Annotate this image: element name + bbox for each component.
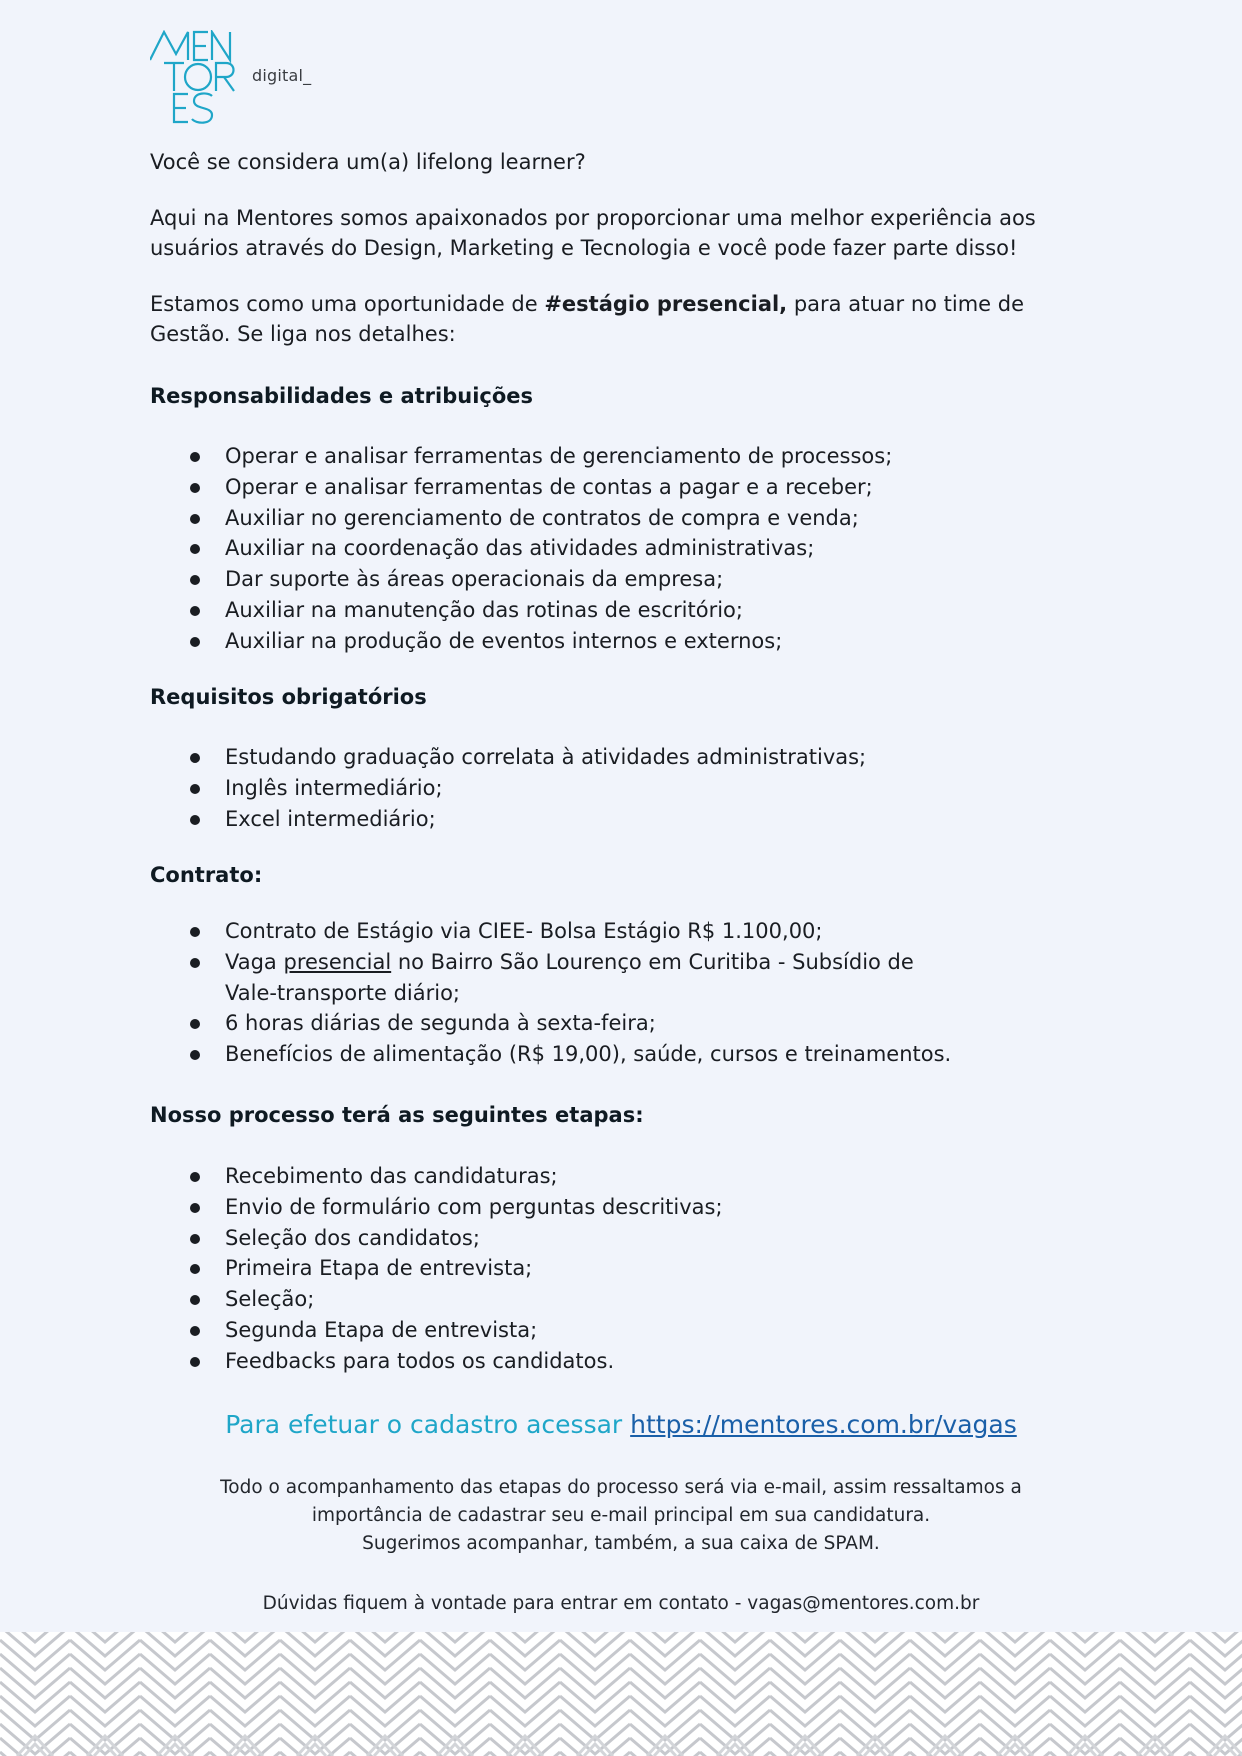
contract-list (190, 916, 1090, 1070)
bullet-icon (190, 1234, 200, 1244)
bullet-icon (190, 575, 200, 585)
intro-question: Você se considera um(a) lifelong learner? (150, 150, 586, 174)
bullet-icon (190, 958, 200, 968)
bullet-icon (190, 544, 200, 554)
bullet-icon (190, 1326, 200, 1336)
list-item-text: Primeira Etapa de entrevista; (225, 1256, 533, 1281)
list-item-text: Auxiliar na manutenção das rotinas de escritório; (225, 597, 743, 622)
vagas-link[interactable]: https://mentores.com.br/vagas (630, 1410, 1017, 1439)
section-title-requirements: Requisitos obrigatórios (150, 685, 427, 709)
bullet-icon (190, 483, 200, 493)
list-item-text: Envio de formulário com perguntas descritivas; (225, 1194, 723, 1219)
section-title-responsibilities: Responsabilidades e atribuições (150, 384, 534, 408)
bullet-icon (190, 927, 200, 937)
note-line-3: Sugerimos acompanhar, também, a sua caixa de SPAM. (362, 1533, 880, 1554)
bullet-icon (190, 1264, 200, 1274)
intro-about: Aqui na Mentores somos apaixonados por proporcionar uma melhor experiência aos usuários através do Design, Marketing e Tecnologia e você pode fazer parte disso! (150, 206, 1036, 260)
list-item (190, 916, 1090, 947)
list-item (190, 441, 1090, 472)
list-item-text: Segunda Etapa de entrevista; (225, 1317, 538, 1342)
signup-cta (0, 1408, 1242, 1442)
opportunity-bold: #estágio presencial, (544, 292, 788, 316)
list-item-text: Auxiliar na coordenação das atividades administrativas; (225, 536, 815, 561)
bullet-icon (190, 606, 200, 616)
list-item (190, 1192, 1090, 1223)
requirements-list (190, 742, 1090, 834)
bullet-icon (190, 1295, 200, 1305)
opportunity-post: para atuar no time de Gestão. Se liga nos detalhes: (150, 292, 1025, 346)
list-item-text: Recebimento das candidaturas; (225, 1164, 558, 1188)
bullet-icon (190, 1050, 200, 1060)
list-item (190, 1315, 1090, 1346)
list-item-text: Operar e analisar ferramentas de contas a pagar e a receber; (225, 474, 873, 499)
list-item-text: Estudando graduação correlata à atividades administrativas; (225, 745, 867, 769)
list-item (190, 1039, 1090, 1070)
mentores-logo-mark (150, 30, 242, 126)
contact-line: Dúvidas fiquem à vontade para entrar em contato - vagas@mentores.com.br (262, 1593, 980, 1614)
list-item (190, 595, 1090, 626)
list-item (190, 1346, 1090, 1377)
list-item-text: no Bairro São Lourenço em Curitiba - Subsídio de Vale-transporte diário; (225, 949, 914, 1005)
list-item-text: Auxiliar na produção de eventos internos e externos; (225, 628, 783, 653)
intro-opportunity (150, 289, 1110, 349)
bullet-icon (190, 815, 200, 825)
list-item (190, 1253, 1090, 1284)
bullet-icon (190, 637, 200, 647)
note-line-1: Todo o acompanhamento das etapas do processo será via e-mail, assim ressaltamos a (220, 1477, 1022, 1498)
list-item-text: Operar e analisar ferramentas de gerenciamento de processos; (225, 444, 893, 468)
list-item-text: Seleção dos candidatos; (225, 1225, 480, 1250)
note-line-2: importância de cadastrar seu e-mail principal em sua candidatura. (311, 1505, 931, 1526)
list-item-text: Vaga (225, 949, 284, 974)
logo-subtitle: digital_ (252, 66, 312, 85)
list-item (190, 626, 1090, 657)
bullet-icon (190, 514, 200, 524)
process-list (190, 1161, 1090, 1377)
bullet-icon (190, 1203, 200, 1213)
section-title-process: Nosso processo terá as seguintes etapas: (150, 1103, 644, 1127)
bullet-icon (190, 1019, 200, 1029)
bullet-icon (190, 784, 200, 794)
list-item (190, 1223, 1090, 1254)
section-title-contract: Contrato: (150, 863, 263, 887)
footer-chevron-pattern (0, 1632, 1242, 1756)
list-item-text: Seleção; (225, 1287, 315, 1312)
list-item (190, 503, 1090, 534)
list-item-text: Inglês intermediário; (225, 775, 443, 800)
list-item (190, 533, 1090, 564)
list-item (190, 1008, 1090, 1039)
underlined-text: presencial (283, 949, 392, 974)
list-item (190, 564, 1090, 595)
bullet-icon (190, 452, 200, 462)
list-item-text: Auxiliar no gerenciamento de contratos de compra e venda; (225, 505, 859, 530)
list-item (190, 742, 1090, 773)
footer-pattern-fill (0, 1632, 1242, 1756)
mentores-logo (150, 30, 330, 126)
responsibilities-list (190, 441, 1090, 657)
list-item-text: Dar suporte às áreas operacionais da empresa; (225, 567, 724, 592)
bullet-icon (190, 753, 200, 763)
list-item (190, 1161, 1090, 1192)
cta-text: Para efetuar o cadastro acessar (225, 1410, 631, 1439)
list-item (190, 1284, 1090, 1315)
bullet-icon (190, 1172, 200, 1182)
list-item (190, 947, 945, 1009)
list-item-text: 6 horas diárias de segunda à sexta-feira; (225, 1011, 656, 1036)
list-item (190, 773, 1090, 804)
list-item-text: Excel intermediário; (225, 806, 436, 831)
list-item-text: Benefícios de alimentação (R$ 19,00), saúde, cursos e treinamentos. (225, 1042, 952, 1067)
list-item (190, 472, 1090, 503)
list-item-text: Feedbacks para todos os candidatos. (225, 1348, 615, 1373)
list-item (190, 804, 1090, 835)
bullet-icon (190, 1357, 200, 1367)
opportunity-pre: Estamos como uma oportunidade de (150, 292, 545, 316)
list-item-text: Contrato de Estágio via CIEE- Bolsa Estágio R$ 1.100,00; (225, 919, 823, 943)
